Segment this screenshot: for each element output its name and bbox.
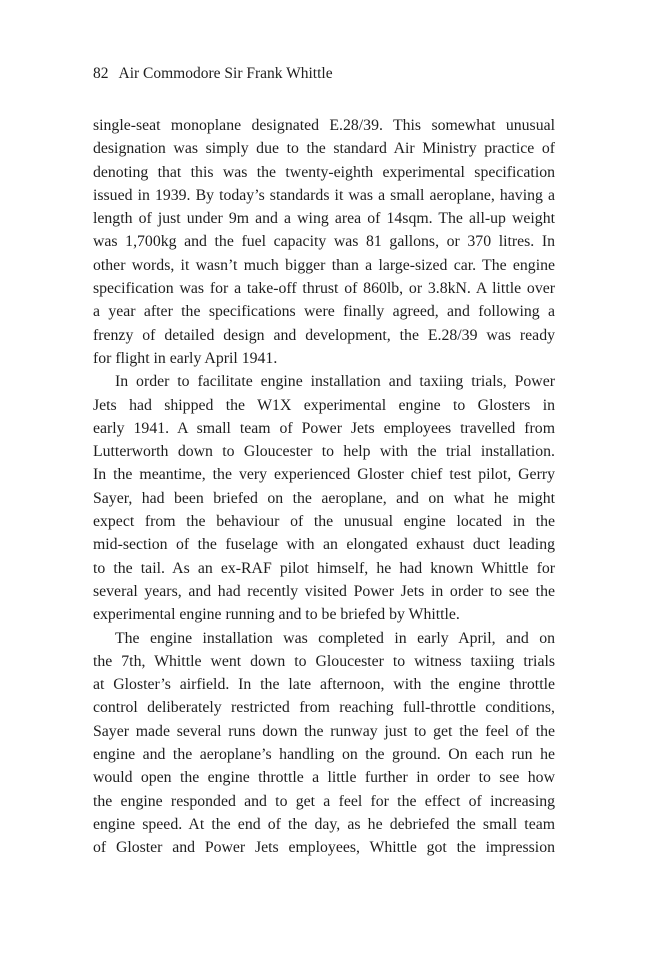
- text-line: length of just under 9m and a wing area of 14sqm. The all-up weight: [93, 210, 555, 228]
- text-line: frenzy of detailed design and development, the E.28/39 was ready: [93, 326, 555, 344]
- text-line: engine and the aeroplane’s handling on the ground. On each run he: [93, 746, 555, 764]
- text-line: for flight in early April 1941.: [93, 349, 278, 367]
- text-line: other words, it wasn’t much bigger than a large-sized car. The engine: [93, 256, 555, 274]
- paragraph: [93, 627, 555, 860]
- text-line: The engine installation was completed in early April, and on: [115, 629, 555, 647]
- paragraph: [93, 370, 555, 626]
- text-line: a year after the specifications were finally agreed, and following a: [93, 303, 555, 321]
- running-head: [93, 64, 333, 84]
- text-line: of Gloster and Power Jets employees, Whittle got the impression: [93, 839, 555, 857]
- text-line: In order to facilitate engine installation and taxiing trials, Power: [115, 373, 555, 391]
- paragraph: [93, 114, 555, 370]
- running-title: Air Commodore Sir Frank Whittle: [118, 65, 333, 82]
- text-line: at Gloster’s airfield. In the late afternoon, with the engine throttle: [93, 676, 555, 694]
- text-line: the engine responded and to get a feel for the effect of increasing: [93, 792, 555, 810]
- text-line: experimental engine running and to be briefed by Whittle.: [93, 606, 460, 624]
- text-line: Jets had shipped the W1X experimental engine to Glosters in: [93, 396, 555, 414]
- text-line: early 1941. A small team of Power Jets employees travelled from: [93, 419, 555, 437]
- text-line: mid-section of the fuselage with an elongated exhaust duct leading: [93, 536, 555, 554]
- text-line: issued in 1939. By today’s standards it was a small aeroplane, having a: [93, 186, 555, 204]
- text-line: was 1,700kg and the fuel capacity was 81 gallons, or 370 litres. In: [93, 233, 555, 251]
- text-line: Sayer made several runs down the runway just to get the feel of the: [93, 722, 555, 740]
- text-line: Lutterworth down to Gloucester to help with the trial installation.: [93, 443, 555, 461]
- text-line: specification was for a take-off thrust of 860lb, or 3.8kN. A little over: [93, 280, 555, 298]
- text-line: several years, and had recently visited Power Jets in order to see the: [93, 582, 555, 600]
- text-line: denoting that this was the twenty-eighth experimental specification: [93, 163, 555, 181]
- text-line: would open the engine throttle a little further in order to see how: [93, 769, 555, 787]
- text-line: to the tail. As an ex-RAF pilot himself, he had known Whittle for: [93, 559, 555, 577]
- body-text: [93, 114, 555, 860]
- text-line: engine speed. At the end of the day, as he debriefed the small team: [93, 815, 555, 833]
- page-number: 82: [93, 65, 109, 82]
- text-line: Sayer, had been briefed on the aeroplane, and on what he might: [93, 489, 555, 507]
- text-line: control deliberately restricted from reaching full-throttle conditions,: [93, 699, 555, 717]
- text-line: designation was simply due to the standard Air Ministry practice of: [93, 140, 555, 158]
- text-line: the 7th, Whittle went down to Gloucester to witness taxiing trials: [93, 652, 555, 670]
- text-line: expect from the behaviour of the unusual engine located in the: [93, 513, 555, 531]
- text-line: single-seat monoplane designated E.28/39. This somewhat unusual: [93, 117, 555, 134]
- text-line: In the meantime, the very experienced Gloster chief test pilot, Gerry: [93, 466, 555, 484]
